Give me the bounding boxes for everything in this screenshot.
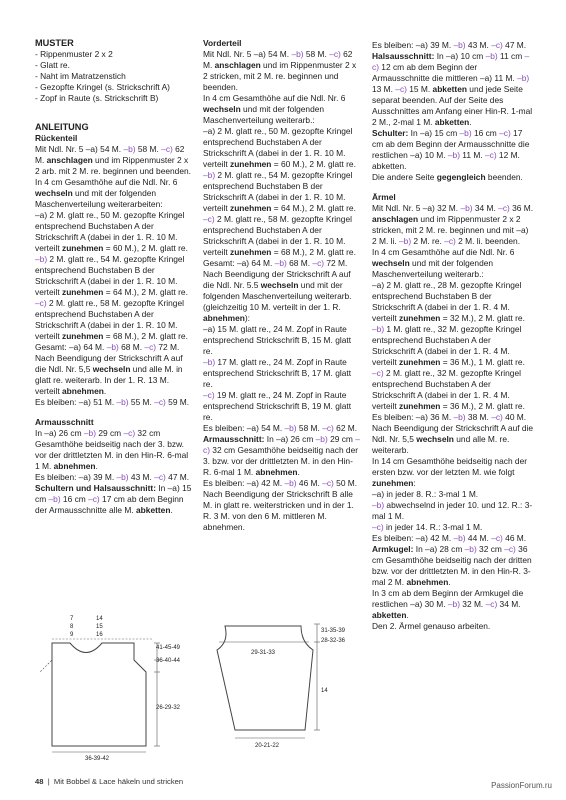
body-schematic-diagram [40,612,200,762]
vorderteil-heading: Vorderteil [203,38,242,48]
armausschnitt-text: In –a) 26 cm –b) 29 cm –c) 32 cm Gesamthöhe beidseitig nach der 3. bzw. vor der drittletzten M. in den Hin-R. 6-mal 1 M. abnehmen. Es bleiben: –a) 39 M. –b) 43 M. –c) 47 M. Schultern und Halsausschnitt: In –a) 15 cm –b) 16 cm –c) 17 cm ab dem Beginn der Armausschnitte alle M. abketten. [35,428,192,515]
diagram-label: 7 [70,616,74,622]
diagram-label: 14 [96,616,103,622]
muster-heading: MUSTER [35,38,74,48]
diagram-label: 29-31-33 [251,650,276,656]
hals-text: Es bleiben: –a) 39 M. –b) 43 M. –c) 47 M. Halsausschnitt: In –a) 10 cm –b) 11 cm –c) 12 cm ab dem Beginn der Armausschnitte die mittleren –a) 11 M. –b) 13 M. –c) 15 M. abketten und jede Seite separat beenden. Auf der Seite des Ausschnittes am Anfang einer Hin-R. 1-mal 2 M., 2-mal 1 M. abketten. Schulter: In –a) 15 cm –b) 16 cm –c) 17 cm ab dem Beginn der Armausschnitte die restlichen –a) 10 M. –b) 11 M. –c) 12 M. abketten. Die andere Seite gegengleich beenden. [372,40,533,182]
muster-item: - Gezopfte Kringel (s. Strickschrift A) [35,82,170,92]
diagram-label: 15 [96,624,103,630]
muster-item: - Zopf in Raute (s. Strickschrift B) [35,93,159,103]
watermark: PassionForum.ru [491,781,552,790]
diagram-label: 14 [321,688,328,694]
diagram-label: 28-32-36 [321,638,346,644]
diagram-label: 36-40-44 [156,658,181,664]
footer-separator: | [47,777,50,786]
armausschnitt-heading: Armausschnitt [35,417,94,427]
diagram-label: 16 [96,632,103,638]
rueckenteil-heading: Rückenteil [35,133,78,143]
diagram-label: 20-21-22 [255,743,280,749]
muster-item: - Naht im Matratzenstich [35,71,126,81]
column-1 [35,38,193,516]
aermel-heading: Ärmel [372,192,396,202]
page-number: 48 [35,777,44,786]
diagram-label: 26-29-32 [156,705,181,711]
rueckenteil-text: Mit Ndl. Nr. 5 –a) 54 M. –b) 58 M. –c) 62 M. anschlagen und im Rippenmuster 2 x 2 arb. mit 2 M. re. beginnen und beenden. In 4 cm Gesamthöhe auf die Ndl. Nr. 6 wechseln und mit der folgenden Maschenverteilung weiterarbeiten: –a) 2 M. glatt re., 50 M. gezopfte Kringel entsprechend Buchstaben A der Strickschrift A (dabei in der 1. R. 10 M. verteilt zunehmen = 60 M.), 2 M. glatt re. –b) 2 M. glatt re., 54 M. gezopfte Kringel entsprechend Buchstaben B der Strickschrift A (dabei in der 1. R. 10 M. verteilt zunehmen = 64 M.), 2 M. glatt re. –c) 2 M. glatt re., 58 M. gezopfte Kringel entsprechend Buchstaben A der Strickschrift A (dabei in der 1. R. 10 M. verteilt zunehmen = 68 M.), 2 M. glatt re. Gesamt: –a) 64 M. –b) 68 M. –c) 72 M. Nach Beendigung der Strickschrift A auf die Ndl. Nr. 5,5 wechseln und alle M. in glatt re. weiterarb. In der 1. R. 13 M. verteilt abnehmen. Es bleiben: –a) 51 M. –b) 55 M. –c) 59 M. [35,144,191,407]
column-3 [372,40,535,632]
diagram-label: 41-45-49 [156,645,181,651]
diagram-label: 31-35-39 [321,628,346,634]
muster-item: - Rippenmuster 2 x 2 [35,49,113,59]
aermel-text: Mit Ndl. Nr. 5 –a) 32 M. –b) 34 M. –c) 36 M. anschlagen und im Rippenmuster 2 x 2 stricken, mit 2 M. re. beginnen und mit –a) 2 M. li. –b) 2 M. re. –c) 2 M. li. beenden. In 4 cm Gesamthöhe auf die Ndl. Nr. 6 wechseln und mit der folgenden Maschenverteilung weiterarb.: –a) 2 M. glatt re., 28 M. gezopfte Kringel entsprechend Buchstaben B der Strickschrift A (dabei in der 1. R. 4 M. verteilt zunehmen = 32 M.), 2 M. glatt re. –b) 1 M. glatt re., 32 M. gezopfte Kringel entsprechend Buchstaben A der Strickschrift A (dabei in der 1. R. 4 M. verteilt zunehmen = 36 M.), 1 M. glatt re. –c) 2 M. glatt re., 32 M. gezopfte Kringel entsprechend Buchstaben A der Strickschrift A (dabei in der 1. R. 4 M. verteilt zunehmen = 36 M.), 2 M. glatt re. Es bleiben: –a) 36 M. –b) 38 M. –c) 40 M. Nach Beendigung der Strickschrift A auf die Ndl. Nr. 5,5 wechseln und alle M. re. weiterarb. In 14 cm Gesamthöhe beidseitig nach der ersten bzw. vor der letzten M. wie folgt zunehmen: –a) in jeder 8. R.: 3-mal 1 M. –b) abwechselnd in jeder 10. und 12. R.: 3-mal 1 M. –c) in jeder 14. R.: 3-mal 1 M. Es bleiben: –a) 42 M. –b) 44 M. –c) 46 M. Armkugel: In –a) 28 cm –b) 32 cm –c) 36 cm Gesamthöhe beidseitig nach der dritten bzw. vor der drittletzten M. in den Hin-R. 3-mal 2 M. abnehmen. In 3 cm ab dem Beginn der Armkugel die restlichen –a) 30 M. –b) 32 M. –c) 34 M. abketten. Den 2. Ärmel genauso arbeiten. [372,203,534,631]
muster-item: - Glatt re. [35,60,70,70]
schultern-heading: Schultern und Halsausschnitt: [35,483,156,493]
sleeve-schematic-diagram [205,620,365,760]
page-footer [35,777,183,786]
footer-title: Mit Bobbel & Lace häkeln und stricken [53,777,184,786]
vorderteil-text: Mit Ndl. Nr. 5 –a) 54 M. –b) 58 M. –c) 62 M. anschlagen und im Rippenmuster 2 x 2 stricken, mit 2 M. re. beginnen und beenden. In 4 cm Gesamthöhe auf die Ndl. Nr. 6 wechseln und mit der folgenden Maschenverteilung weiterarb.: –a) 2 M. glatt re., 50 M. gezopfte Kringel entsprechend Buchstaben A der Strickschrift A (dabei in der 1. R. 10 M. verteilt zunehmen = 60 M.), 2 M. glatt re. –b) 2 M. glatt re., 54 M. gezopfte Kringel entsprechend Buchstaben B der Strickschrift A (dabei in der 1. R. 10 M. verteilt zunehmen = 64 M.), 2 M. glatt re. –c) 2 M. glatt re., 58 M. gezopfte Kringel entsprechend Buchstaben A der Strickschrift A (dabei in der 1. R. 10 M. verteilt zunehmen = 68 M.), 2 M. glatt re. Gesamt: –a) 64 M. –b) 68 M. –c) 72 M. Nach Beendigung der Strickschrift A auf die Ndl. Nr. 5.5 wechseln und mit der folgenden Maschenverteilung weiterarb. (gleichzeitig 10 M. verteilt in der 1. R. abnehmen): –a) 15 M. glatt re., 24 M. Zopf in Raute entsprechend Strickschrift B, 15 M. glatt re. –b) 17 M. glatt re., 24 M. Zopf in Raute entsprechend Strickschrift B, 17 M. glatt re. –c) 19 M. glatt re., 24 M. Zopf in Raute entsprechend Strickschrift B, 19 M. glatt re. Es bleiben: –a) 54 M. –b) 58 M. –c) 62 M. Armausschnitt: In –a) 26 cm –b) 29 cm –c) 32 cm Gesamthöhe beidseitig nach der 3. bzw. vor der drittletzten M. in den Hin-R. 6-mal 1 M. abnehmen. Es bleiben: –a) 42 M. –b) 46 M. –c) 50 M. Nach Beendigung der Strickschrift B alle M. in glatt re. weiterstricken und in der 1. R. 3 M. von den 6 M. mittleren M. abnehmen. [203,49,360,532]
diagram-label: 9 [70,632,74,638]
column-2 [203,38,361,533]
diagram-label: 8 [70,624,74,630]
anleitung-heading: ANLEITUNG [35,122,89,132]
diagram-label: 36-39-42 [85,756,110,762]
